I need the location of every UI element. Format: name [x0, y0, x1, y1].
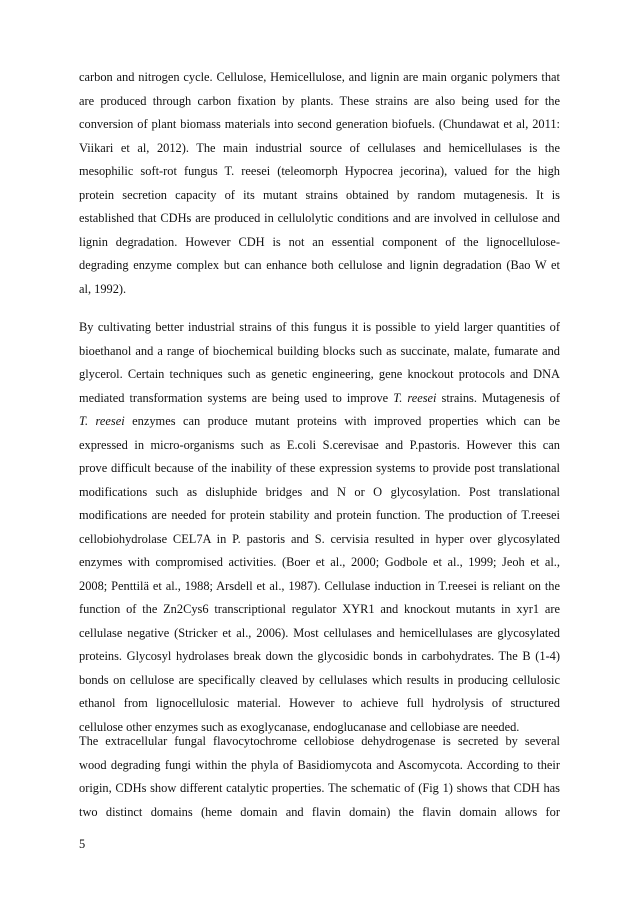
species-name: T. reesei: [393, 390, 437, 405]
paragraph-3: [79, 730, 560, 824]
text-line: origin, CDHs show different catalytic properties. The schematic of (Fig 1) shows that CDH has: [79, 781, 560, 795]
text-line: [79, 387, 560, 411]
text-line: wood degrading fungi within the phyla of Basidiomycota and Ascomycota. According to their: [79, 757, 560, 772]
text-run: enzymes can produce mutant proteins with improved properties which can be: [124, 414, 560, 428]
text-line: expressed in micro-organisms such as E.coli S.cerevisae and P.pastoris. However this can: [79, 437, 560, 452]
text-line: established that CDHs are produced in cellulolytic conditions and are involved in cellulose and: [79, 211, 560, 225]
text-line: bonds on cellulose are specifically cleaved by cellulases which results in producing cellulosic: [79, 672, 560, 687]
text-line: enzymes with compromised activities. (Boer et al., 2000; Godbole et al., 1999; Jeoh et al.,: [79, 555, 560, 569]
text-line: prove difficult because of the inability of these expression systems to provide post translational: [79, 461, 560, 475]
text-line: lignin degradation. However CDH is not an essential component of the lignocellulose-: [79, 234, 560, 249]
paragraph-1: [79, 66, 560, 301]
text-line: glycerol. Certain techniques such as genetic engineering, gene knockout protocols and DNA: [79, 367, 560, 381]
text-line: mesophilic soft-rot fungus T. reesei (teleomorph Hypocrea jecorina), valued for the high: [79, 164, 560, 178]
text-line: protein secretion capacity of its mutant strains obtained by random mutagenesis. It is: [79, 187, 560, 202]
page-number: 5: [79, 837, 86, 851]
text-line: [79, 410, 560, 434]
species-name: T. reesei: [79, 414, 125, 428]
text-line: al, 1992).: [79, 281, 127, 296]
text-line: ethanol from lignocellulosic material. However to achieve full hydrolysis of structured: [79, 696, 560, 710]
text-line: Viikari et al, 2012). The main industrial source of cellulases and hemicellulases is the: [79, 140, 560, 155]
text-line: carbon and nitrogen cycle. Cellulose, Hemicellulose, and lignin are main organic polymers that: [79, 70, 560, 84]
text-line: are produced through carbon fixation by plants. These strains are also being used for the: [79, 93, 560, 108]
text-line: The extracellular fungal flavocytochrome cellobiose dehydrogenase is secreted by several: [79, 734, 560, 748]
paragraph-2: [79, 316, 560, 739]
text-line: proteins. Glycosyl hydrolases break down the glycosidic bonds in carbohydrates. The B (1-4): [79, 649, 560, 663]
text-line: 2008; Penttilä et al., 1988; Arsdell et al., 1987). Cellulase induction in T.reesei is reliant on the: [79, 578, 560, 593]
text-line: degrading enzyme complex but can enhance both cellulose and lignin degradation (Bao W et: [79, 258, 560, 272]
text-line: bioethanol and a range of biochemical building blocks such as succinate, malate, fumarate and: [79, 343, 560, 358]
text-line: function of the Zn2Cys6 transcriptional regulator XYR1 and knockout mutants in xyr1 are: [79, 602, 560, 616]
text-line: modifications are needed for protein stability and protein function. The production of T.reesei: [79, 508, 560, 522]
text-line: two distinct domains (heme domain and flavin domain) the flavin domain allows for: [79, 804, 560, 819]
text-run: strains. Mutagenesis of: [436, 390, 560, 405]
text-line: cellobiohydrolase CEL7A in P. pastoris and S. cervisia resulted in hyper over glycosylated: [79, 531, 560, 546]
text-line: modifications such as disluphide bridges and N or O glycosylation. Post translational: [79, 484, 560, 499]
text-line: cellulose other enzymes such as exoglycanase, endoglucanase and cellobiase are needed.: [79, 719, 520, 734]
text-line: cellulase negative (Stricker et al., 2006). Most cellulases and hemicellulases are glycosylated: [79, 625, 560, 640]
text-run: mediated transformation systems are being used to improve: [79, 390, 394, 405]
text-line: By cultivating better industrial strains of this fungus it is possible to yield larger quantities of: [79, 320, 560, 334]
text-line: conversion of plant biomass materials into second generation biofuels. (Chundawat et al, 2011:: [79, 117, 560, 131]
